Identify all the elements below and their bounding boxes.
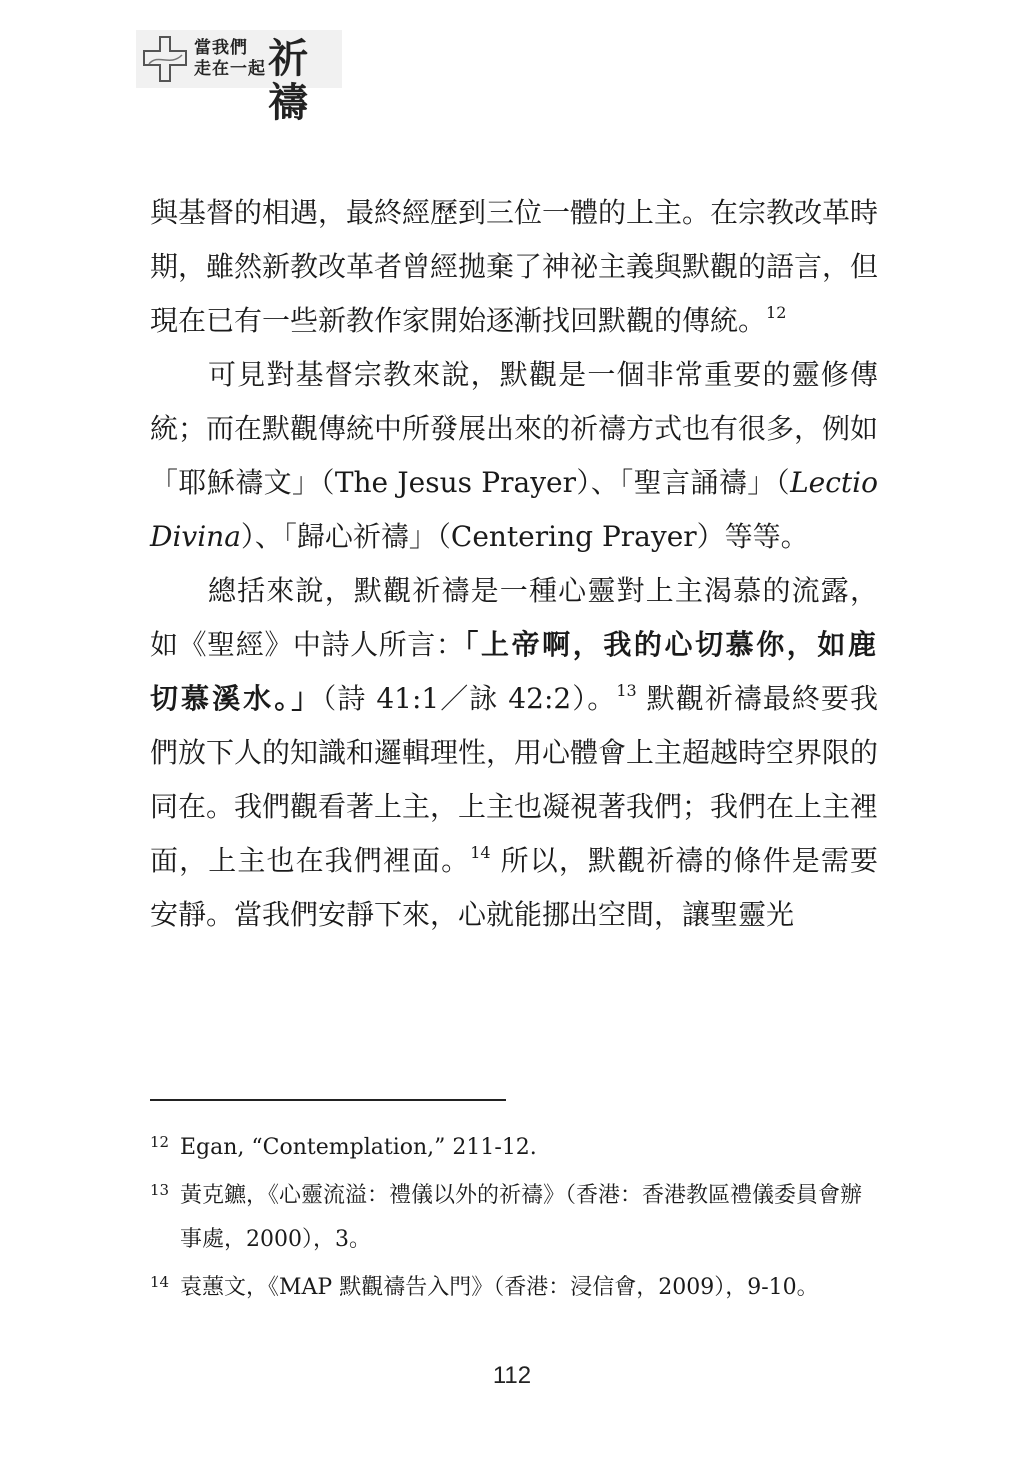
book-header-logo	[136, 30, 342, 126]
paragraph-3-text-a: 總括來說，默觀祈禱是一種心靈對上主渴慕的流露，如《聖經》中詩人所言：	[150, 574, 878, 661]
footnote-text: 袁蕙文，《MAP 默觀禱告入門》（香港：浸信會，2009），9-10。	[180, 1275, 819, 1300]
footnote-12	[150, 1126, 878, 1170]
book-title-small	[194, 38, 266, 80]
footnote-13	[150, 1174, 878, 1262]
paragraph-1-text: 與基督的相遇，最終經歷到三位一體的上主。在宗教改革時期，雖然新教改革者曾經拋棄了神祕主義與默觀的語言，但現在已有一些新教作家開始逐漸找回默觀的傳統。	[150, 196, 879, 337]
book-title-line2: 走在一起	[194, 59, 266, 79]
taize-cross-icon	[140, 34, 190, 84]
paragraph-1	[150, 186, 878, 348]
page-number: 112	[492, 1362, 532, 1389]
footnote-text: 黃克鑣，《心靈流溢：禮儀以外的祈禱》（香港：香港教區禮儀委員會辦事處，2000），3。	[180, 1183, 863, 1252]
paragraph-2-text-a: 可見對基督宗教來說，默觀是一個非常重要的靈修傳統；而在默觀傳統中所發展出來的祈禱方式也有很多，例如「耶穌禱文」（The Jesus Prayer）、「聖言誦禱」（	[150, 358, 879, 499]
book-title-large: 祈禱	[268, 36, 308, 126]
footnote-number: 13	[150, 1181, 170, 1199]
footnote-ref-12: 12	[766, 303, 787, 322]
lectio-divina-term: Lectio Divina	[150, 466, 878, 553]
footnotes	[150, 1126, 878, 1310]
main-text	[150, 186, 878, 942]
footnote-ref-14: 14	[470, 843, 491, 862]
paragraph-2	[150, 348, 878, 564]
footnote-ref-13: 13	[616, 681, 637, 700]
book-title-line1: 當我們	[194, 38, 248, 58]
footnote-number: 14	[150, 1273, 170, 1291]
footnote-text: Egan, “Contemplation,” 211-12.	[180, 1135, 537, 1160]
footnote-14	[150, 1266, 878, 1310]
paragraph-3-text-c: 默觀祈禱最終要我們放下人的知識和邏輯理性，用心體會上主超越時空界限的同在。我們觀看著上主，上主也凝視著我們；我們在上主裡面，上主也在我們裡面。	[150, 682, 879, 877]
scripture-reference: （詩 41:1／詠 42:2）。	[322, 682, 617, 715]
paragraph-3	[150, 564, 878, 942]
footnote-divider	[150, 1099, 506, 1101]
paragraph-3-text-d: 所以，默觀祈禱的條件是需要安靜。當我們安靜下來，心就能挪出空間，讓聖靈光	[150, 844, 878, 931]
scripture-quote: 「上帝啊，我的心切慕你，如鹿切慕溪水。」	[150, 628, 878, 715]
paragraph-2-text-b: ）、「歸心祈禱」（Centering Prayer）等等。	[240, 520, 809, 553]
footnote-number: 12	[150, 1133, 170, 1151]
